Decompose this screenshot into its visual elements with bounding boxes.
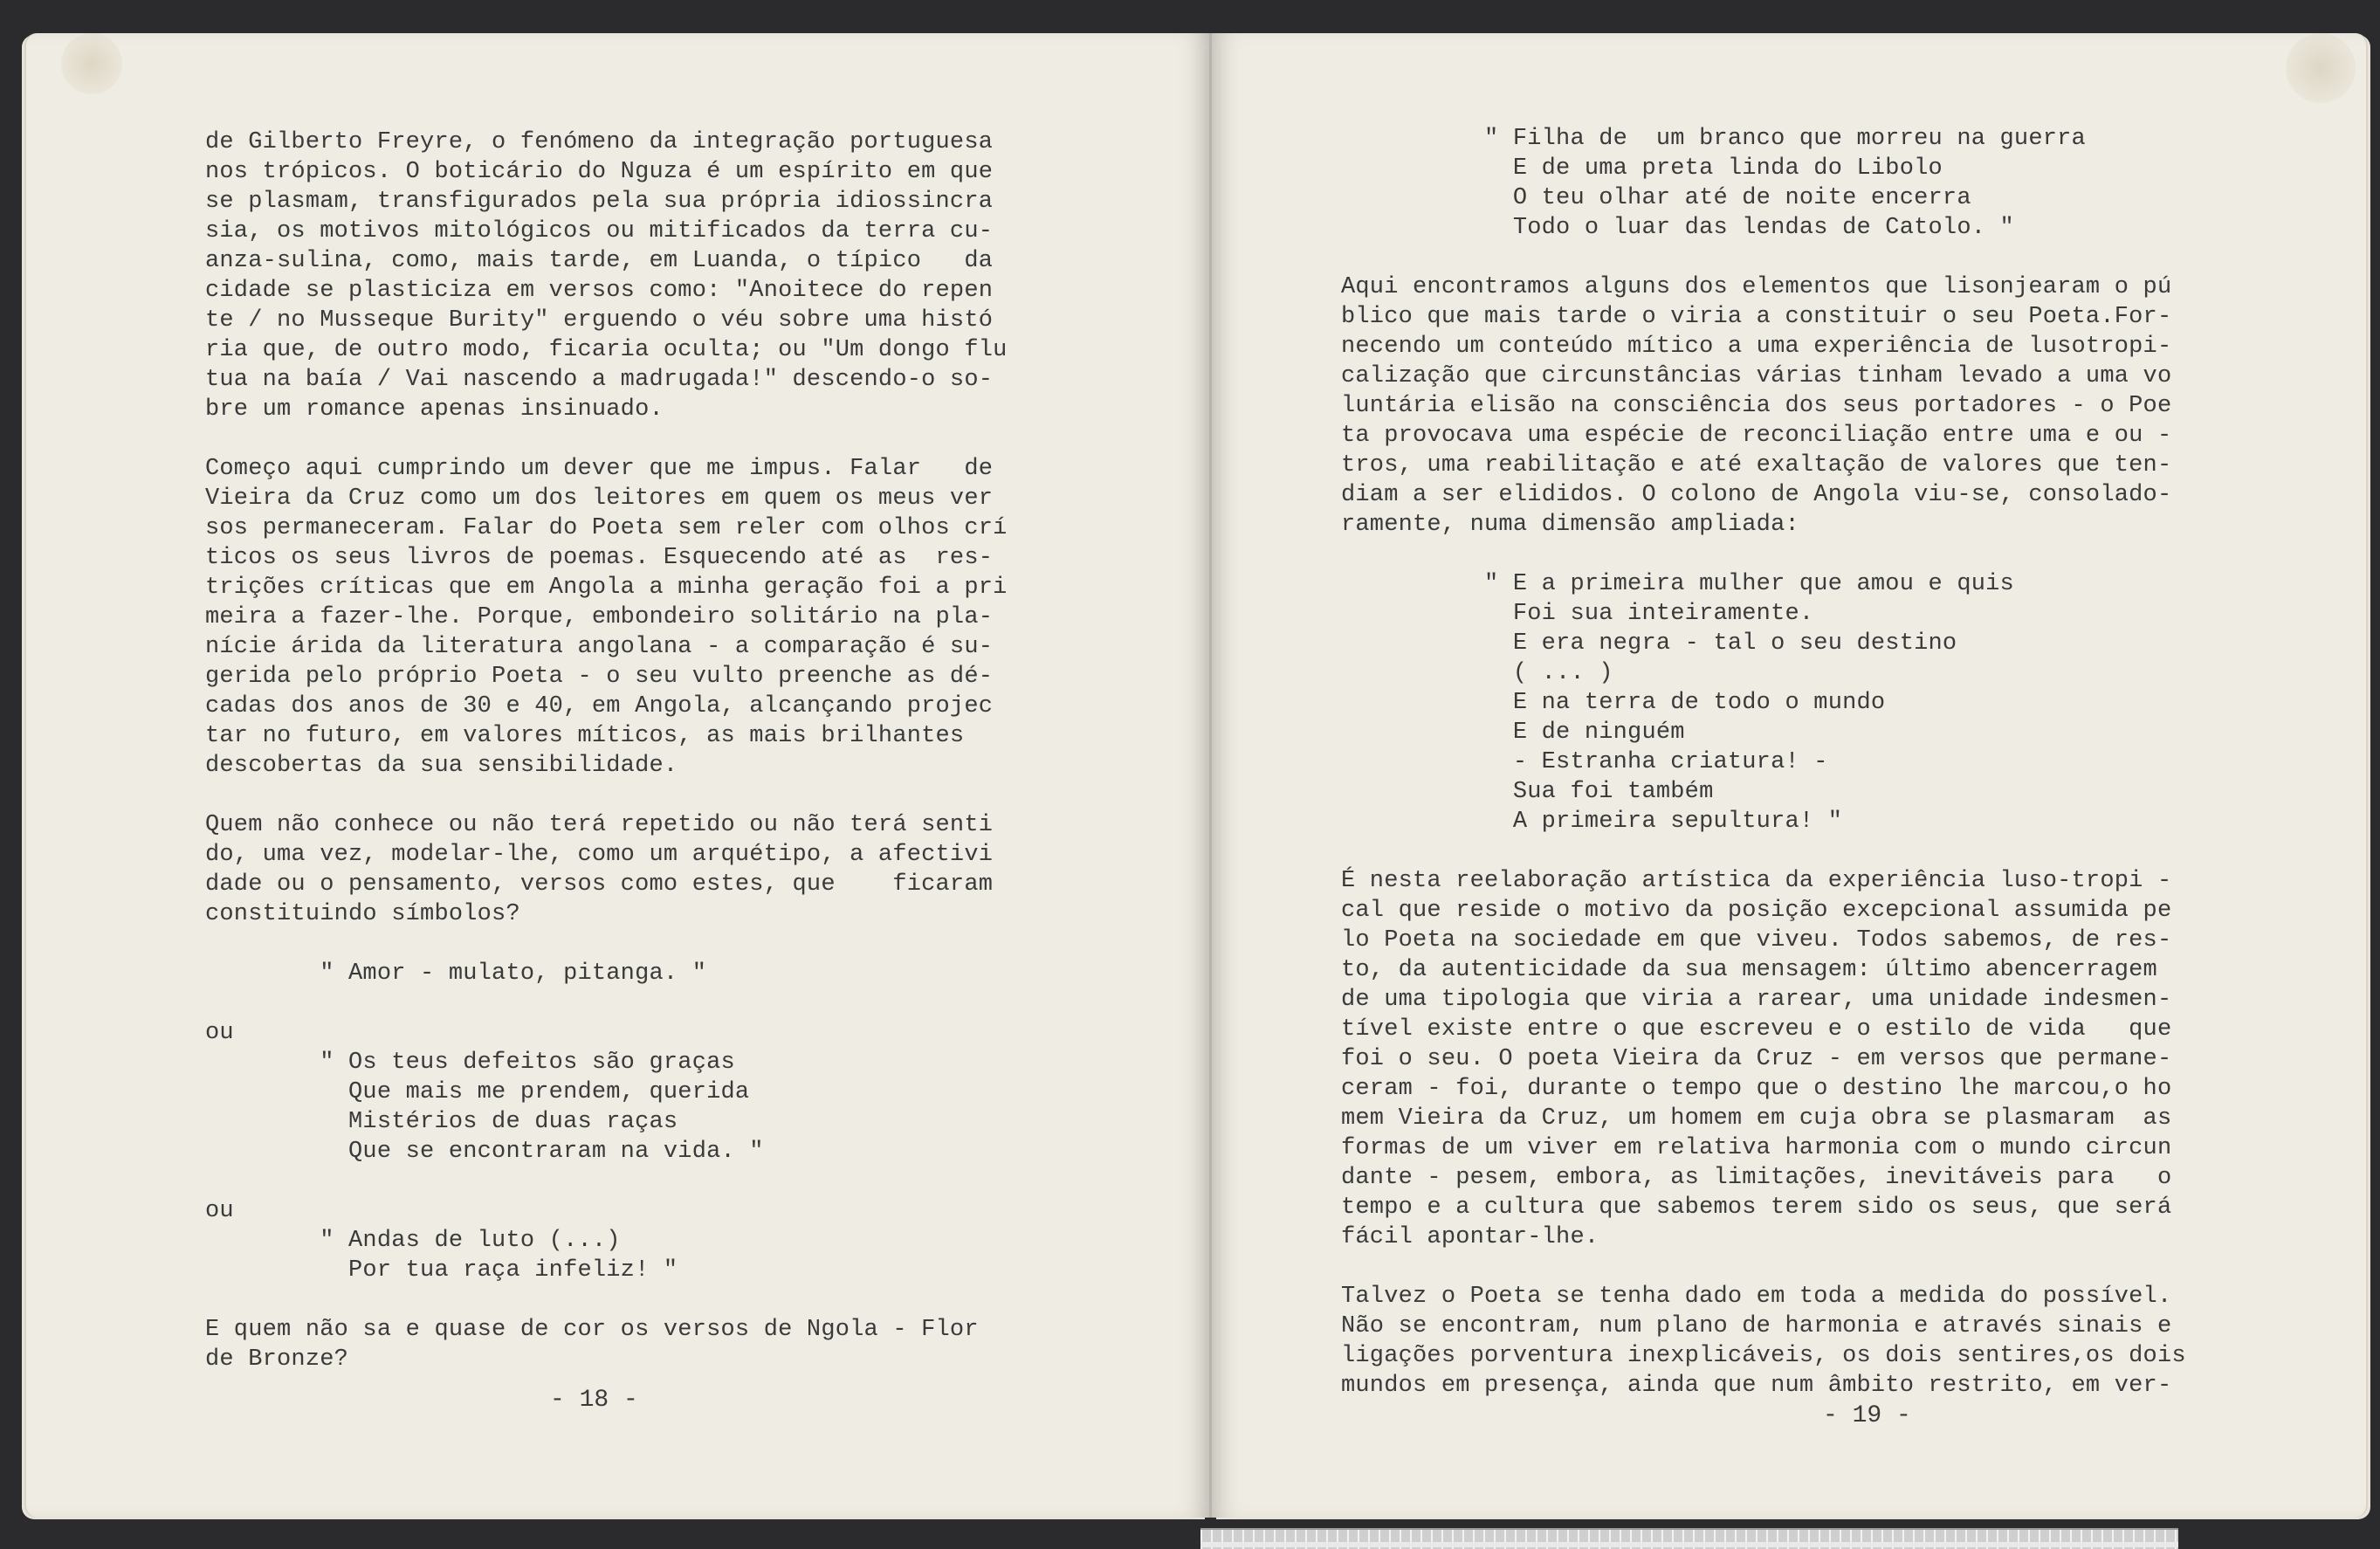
- text-line: [205, 424, 1008, 454]
- text-line: formas de um viver em relativa harmonia com o mundo circun: [1341, 1135, 2172, 1161]
- text-line: Aqui encontramos alguns dos elementos que lisonjearam o pú: [1341, 274, 2172, 300]
- text-line: de uma tipologia que viria a rarear, uma unidade indesmen-: [1341, 987, 2172, 1013]
- text-line: ( ... ): [1341, 660, 1613, 686]
- scale-ruler-base: [1200, 1542, 2178, 1547]
- text-line: diam a ser elididos. O colono de Angola viu-se, consolado-: [1341, 482, 2172, 508]
- text-line: luntária elisão na consciência dos seus portadores - o Poe: [1341, 393, 2172, 419]
- text-line: tível existe entre o que escreveu e o estilo de vida que: [1341, 1016, 2172, 1043]
- paper-stain: [61, 33, 122, 94]
- text-line: do, uma vez, modelar-lhe, como um arquétipo, a afectivi: [205, 842, 994, 868]
- text-line: A primeira sepultura! ": [1341, 809, 1843, 835]
- text-line: [205, 1285, 1008, 1315]
- text-line: constituindo símbolos?: [205, 901, 520, 927]
- text-line: blico que mais tarde o viria a constituir o seu Poeta.For-: [1341, 304, 2172, 330]
- text-line: mem Vieira da Cruz, um homem em cuja obra se plasmaram as: [1341, 1105, 2172, 1132]
- text-line: [1341, 243, 2186, 272]
- text-line: tua na baía / Vai nascendo a madrugada!" descendo-o so-: [205, 367, 994, 393]
- text-line: meira a fazer-lhe. Porque, embondeiro solitário na pla-: [205, 604, 994, 630]
- text-line: ticos os seus livros de poemas. Esquecendo até as res-: [205, 545, 994, 571]
- text-line: E na terra de todo o mundo: [1341, 690, 1886, 716]
- text-line: [205, 929, 1008, 959]
- text-line: [1341, 836, 2186, 866]
- text-line: [205, 988, 1008, 1018]
- text-line: Que mais me prendem, querida: [205, 1079, 750, 1105]
- text-line: lo Poeta na sociedade em que viveu. Todos sabemos, de res-: [1341, 927, 2172, 953]
- text-line: Todo o luar das lendas de Catolo. ": [1341, 215, 2014, 241]
- text-line: Vieira da Cruz como um dos leitores em quem os meus ver: [205, 485, 994, 512]
- text-line: E quem não sa e quase de cor os versos de Ngola - Flor: [205, 1317, 979, 1343]
- text-line: fácil apontar-lhe.: [1341, 1224, 1599, 1250]
- text-line: se plasmam, transfigurados pela sua própria idiossincra: [205, 189, 994, 215]
- text-line: to, da autenticidade da sua mensagem: último abencerragem: [1341, 957, 2157, 983]
- text-line: calização que circunstâncias várias tinham levado a uma vo: [1341, 363, 2172, 389]
- text-line: Mistérios de duas raças: [205, 1109, 678, 1135]
- text-line: anza-sulina, como, mais tarde, em Luanda, o típico da: [205, 248, 994, 274]
- text-line: foi o seu. O poeta Vieira da Cruz - em versos que permane-: [1341, 1046, 2172, 1072]
- text-line: " Amor - mulato, pitanga. ": [205, 960, 707, 987]
- text-line: mundos em presença, ainda que num âmbito restrito, em ver-: [1341, 1373, 2172, 1399]
- right-page-number: - 19 -: [1823, 1402, 1911, 1429]
- text-line: ou: [205, 1198, 234, 1224]
- right-page: [1212, 33, 2366, 1518]
- text-line: Foi sua inteiramente.: [1341, 601, 1814, 627]
- left-page-text: [205, 127, 1008, 1374]
- text-line: Não se encontram, num plano de harmonia e através sinais e: [1341, 1313, 2172, 1339]
- text-line: Que se encontraram na vida. ": [205, 1139, 764, 1165]
- paper-stain: [2286, 33, 2356, 103]
- text-line: ramente, numa dimensão ampliada:: [1341, 512, 1799, 538]
- text-line: " Os teus defeitos são graças: [205, 1050, 735, 1076]
- text-line: descobertas da sua sensibilidade.: [205, 753, 678, 779]
- text-line: cal que reside o motivo da posição excepcional assumida pe: [1341, 898, 2172, 924]
- left-page: [26, 33, 1209, 1518]
- text-line: " Filha de um branco que morreu na guerra: [1341, 126, 2086, 152]
- text-line: ceram - foi, durante o tempo que o destino lhe marcou,o ho: [1341, 1076, 2172, 1102]
- text-line: " E a primeira mulher que amou e quis: [1341, 571, 2014, 597]
- text-line: ta provocava uma espécie de reconciliação entre uma e ou -: [1341, 423, 2172, 449]
- text-line: nos trópicos. O boticário do Nguza é um espírito em que: [205, 159, 994, 185]
- text-line: - Estranha criatura! -: [1341, 749, 1828, 775]
- right-page-text: [1341, 124, 2186, 1401]
- text-line: É nesta reelaboração artística da experiência luso-tropi -: [1341, 868, 2172, 894]
- text-line: sos permaneceram. Falar do Poeta sem reler com olhos crí: [205, 515, 1008, 541]
- text-line: trições críticas que em Angola a minha geração foi a pri: [205, 575, 1008, 601]
- text-line: de Gilberto Freyre, o fenómeno da integração portuguesa: [205, 129, 994, 155]
- text-line: gerida pelo próprio Poeta - o seu vulto preenche as dé-: [205, 664, 994, 690]
- text-line: bre um romance apenas insinuado.: [205, 396, 664, 423]
- text-line: tar no futuro, em valores míticos, as mais brilhantes: [205, 723, 965, 749]
- text-line: [1341, 540, 2186, 569]
- text-line: Quem não conhece ou não terá repetido ou não terá senti: [205, 812, 994, 838]
- text-line: cidade se plasticiza em versos como: "Anoitece do repen: [205, 278, 994, 304]
- text-line: de Bronze?: [205, 1346, 349, 1373]
- text-line: ou: [205, 1020, 234, 1046]
- text-line: necendo um conteúdo mítico a uma experiência de lusotropi-: [1341, 334, 2172, 360]
- text-line: " Andas de luto (...): [205, 1228, 621, 1254]
- text-line: dade ou o pensamento, versos como estes, que ficaram: [205, 871, 994, 898]
- text-line: cadas dos anos de 30 e 40, em Angola, alcançando projec: [205, 693, 994, 719]
- text-line: [1341, 1252, 2186, 1282]
- text-line: O teu olhar até de noite encerra: [1341, 185, 1971, 211]
- text-line: dante - pesem, embora, as limitações, inevitáveis para o: [1341, 1165, 2172, 1191]
- text-line: tempo e a cultura que sabemos terem sido os seus, que será: [1341, 1194, 2172, 1221]
- text-line: Começo aqui cumprindo um dever que me impus. Falar de: [205, 456, 994, 482]
- text-line: Por tua raça infeliz! ": [205, 1257, 678, 1284]
- text-line: E era negra - tal o seu destino: [1341, 630, 1957, 657]
- text-line: E de ninguém: [1341, 719, 1685, 746]
- text-line: tros, uma reabilitação e até exaltação de valores que ten-: [1341, 452, 2172, 478]
- text-line: E de uma preta linda do Libolo: [1341, 155, 1943, 182]
- text-line: Sua foi também: [1341, 779, 1714, 805]
- open-book: [26, 33, 2366, 1518]
- text-line: Talvez o Poeta se tenha dado em toda a medida do possível.: [1341, 1284, 2172, 1310]
- text-line: ligações porventura inexplicáveis, os dois sentires,os dois: [1341, 1343, 2186, 1369]
- text-line: ria que, de outro modo, ficaria oculta; ou "Um dongo flu: [205, 337, 1008, 363]
- left-page-number: - 18 -: [550, 1387, 638, 1414]
- text-line: te / no Musseque Burity" erguendo o véu sobre uma histó: [205, 307, 994, 334]
- text-line: [205, 781, 1008, 810]
- text-line: [205, 1167, 1008, 1196]
- text-line: nície árida da literatura angolana - a comparação é su-: [205, 634, 994, 660]
- text-line: sia, os motivos mitológicos ou mitificados da terra cu-: [205, 218, 994, 244]
